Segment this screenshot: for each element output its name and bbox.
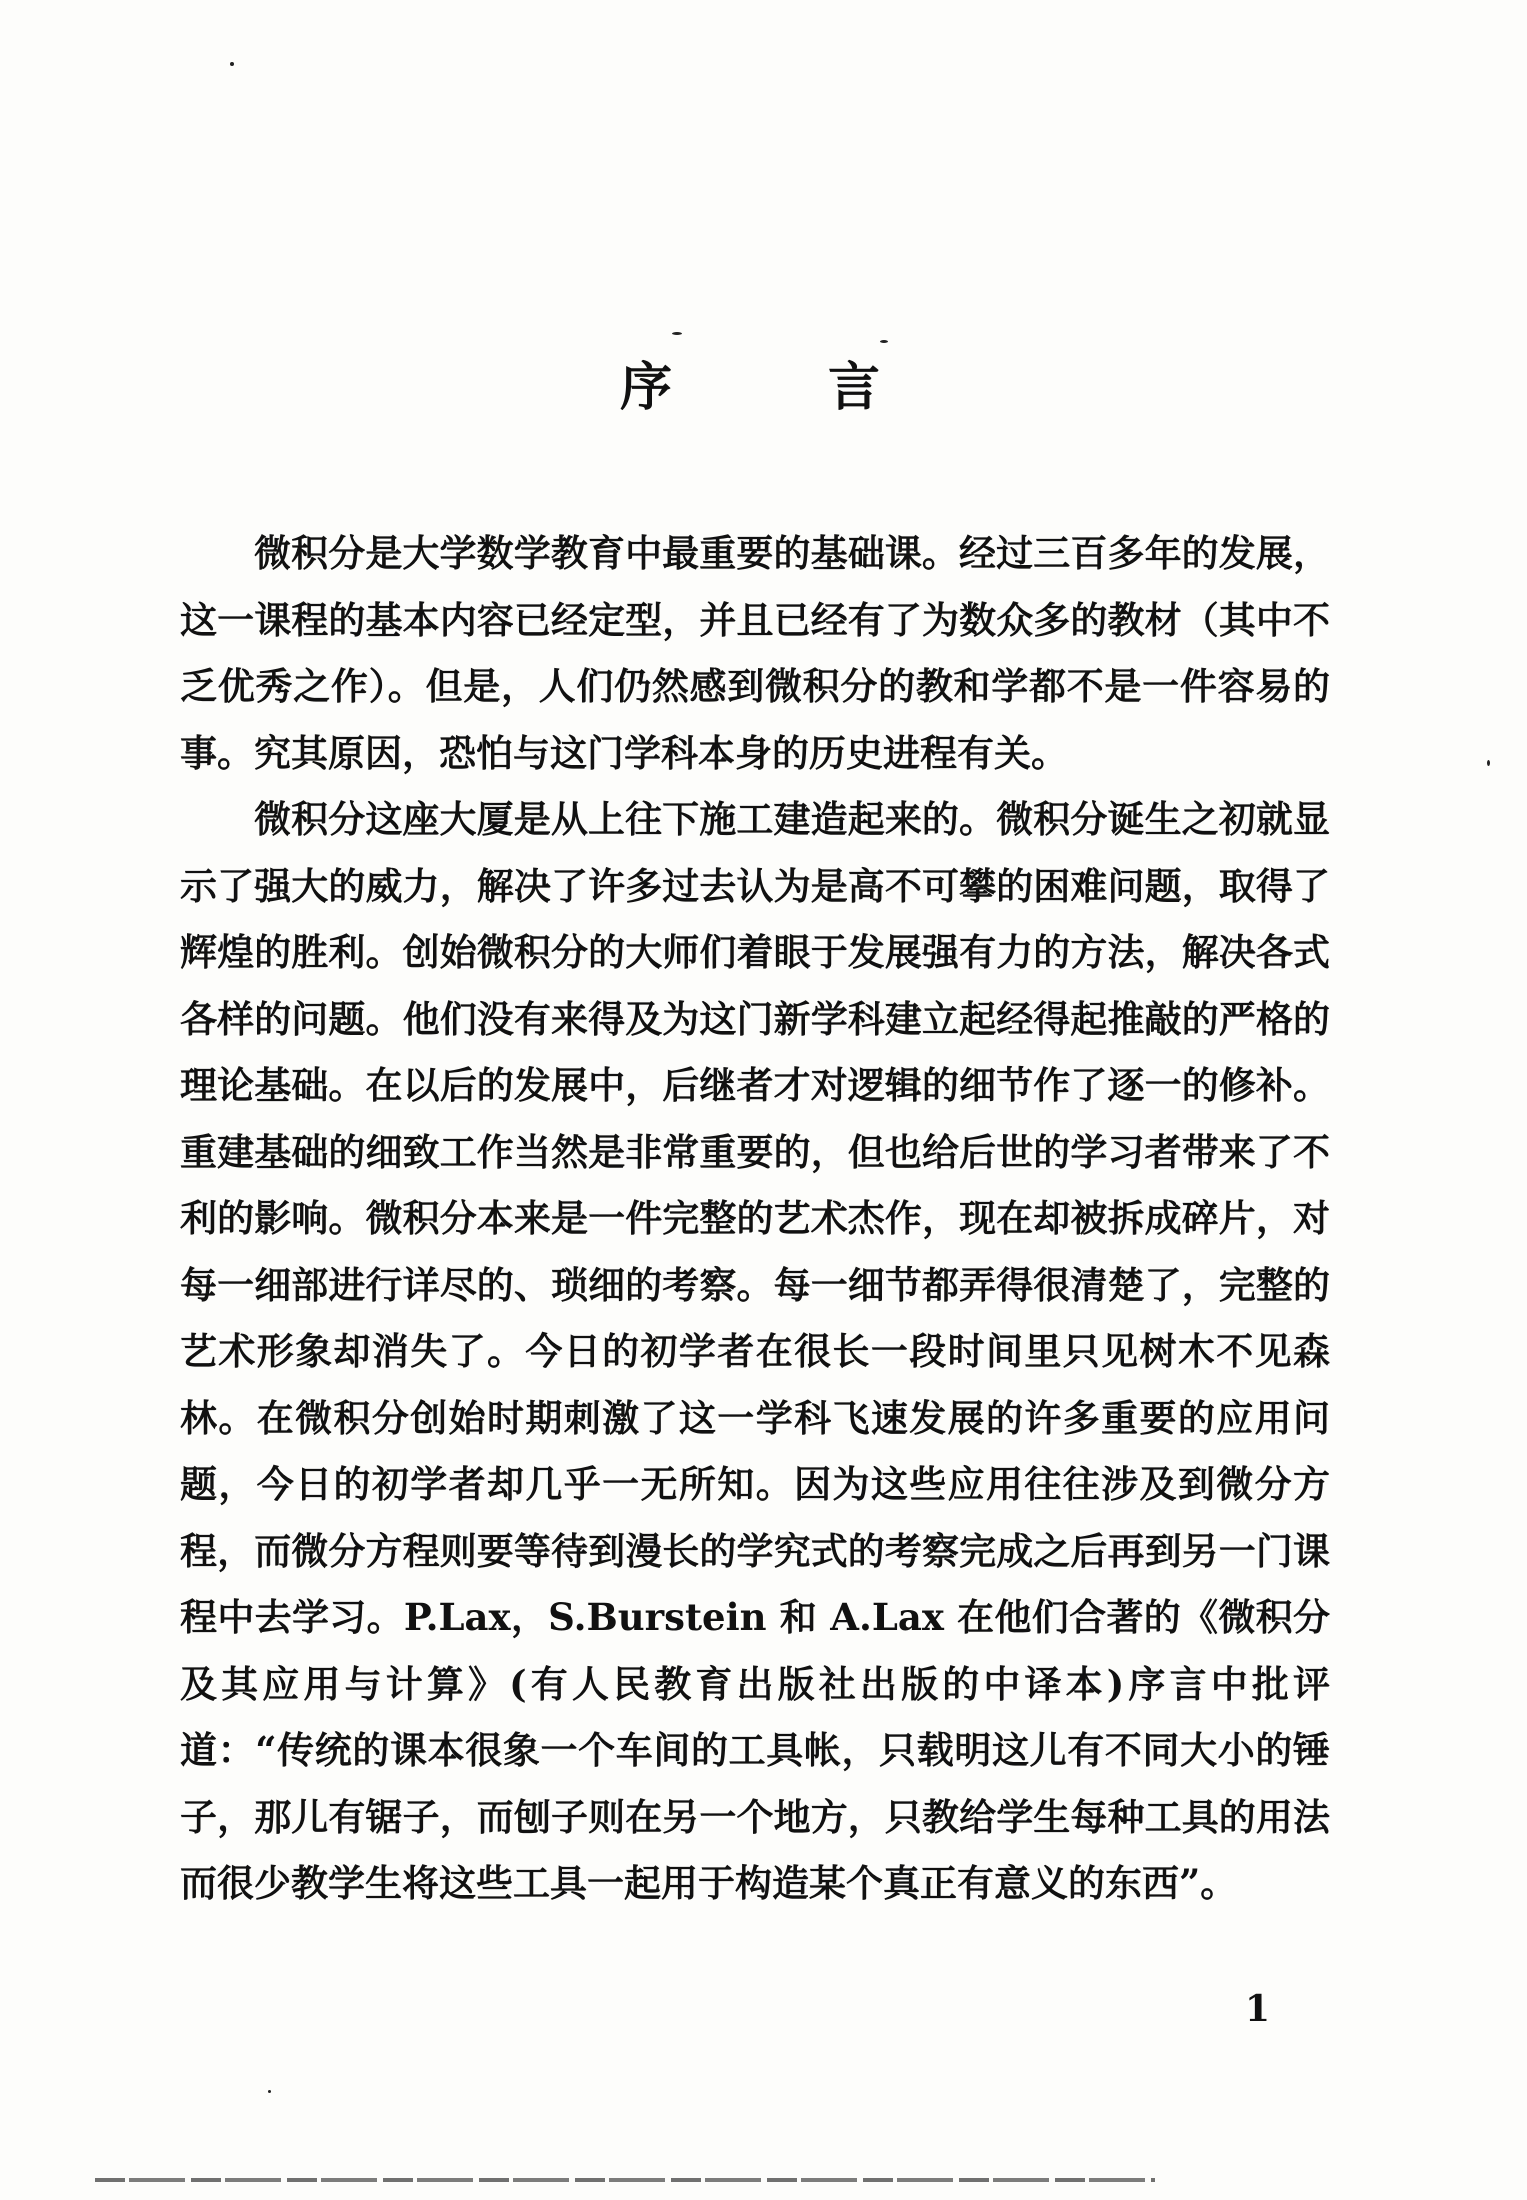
paragraph-2: 微积分这座大厦是从上往下施工建造起来的。微积分诞生之初就显示了强大的威力，解决了许多过去认为是高不可攀的困难问题，取得了辉煌的胜利。创始微积分的大师们着眼于发展强有力的方法，解决各式各样的问题。他们没有来得及为这门新学科建立起经得起推敲的严格的理论基础。在以后的发展中，后继者才对逻辑的细节作了逐一的修补。重建基础的细致工作当然是非常重要的，但也给后世的学习者带来了不利的影响。微积分本来是一件完整的艺术杰作，现在却被拆成碎片，对每一细部进行详尽的、琐细的考察。每一细节都弄得很清楚了，完整的艺术形象却消失了。今日的初学者在很长一段时间里只见树木不见森林。在微积分创始时期刺激了这一学科飞速发展的许多重要的应用问题，今日的初学者却几乎一无所知。因为这些应用往往涉及到微分方程，而微分方程则要等待到漫长的学究式的考察完成之后再到另一门课程中去学习。P.Lax，S.Burstein 和 A.Lax 在他们合著的《微积分及其应用与计算》(有人民教育出版社出版的中译本)序言中批评道：“传统的课本很象一个车间的工具帐，只载明这儿有不同大小的锤子，那儿有锯子，而刨子则在另一个地方，只教给学生每种工具的用法而很少教学生将这些工具一起用于构造某个真正有意义的东西”。 [180, 797, 1330, 1905]
scan-speck [230, 62, 234, 66]
page-title [620, 345, 880, 420]
scan-speck [672, 332, 682, 335]
paragraph-1: 微积分是大学数学教育中最重要的基础课。经过三百多年的发展，这一课程的基本内容已经定型，并且已经有了为数众多的教材（其中不乏优秀之作）。但是，人们仍然感到微积分的教和学都不是一件容易的事。究其原因，恐怕与这门学科本身的历史进程有关。 [180, 531, 1330, 775]
scan-speck [1487, 760, 1490, 766]
title-char-2: 言 [827, 357, 880, 418]
title-char-1: 序 [620, 357, 673, 418]
page-number: 1 [1245, 1988, 1271, 2030]
scan-speck [880, 340, 888, 343]
scan-edge-rule [95, 2178, 1155, 2182]
scan-speck [268, 2090, 271, 2093]
preface-body [180, 520, 1330, 1917]
